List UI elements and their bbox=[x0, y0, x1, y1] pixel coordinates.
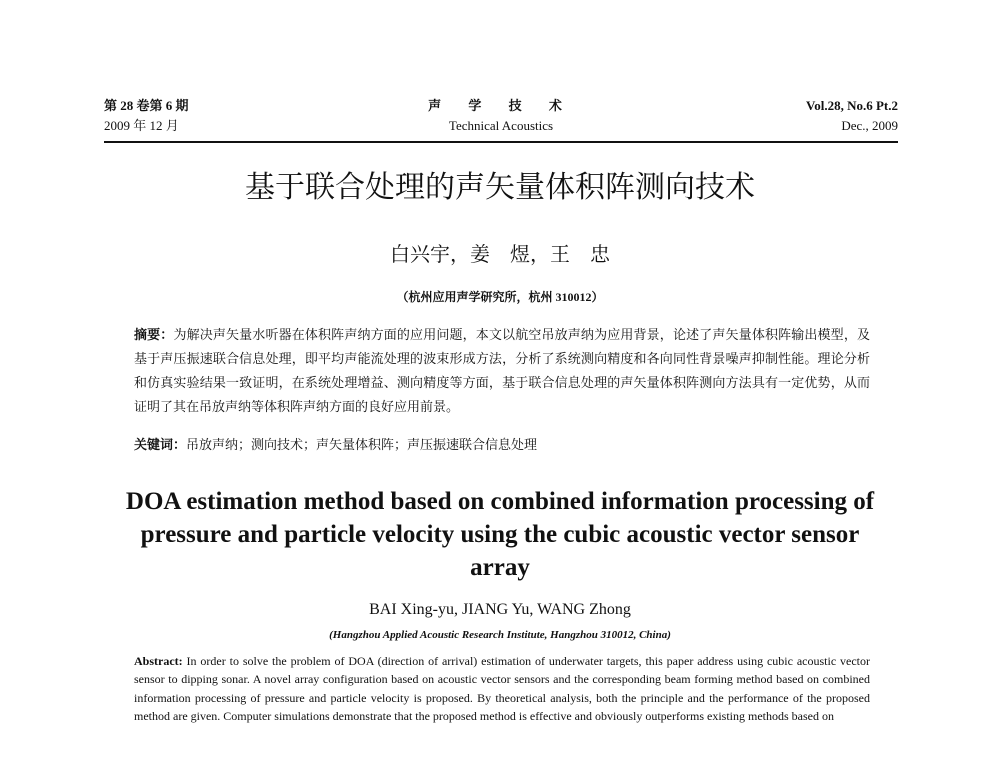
authors-en: BAI Xing-yu, JIANG Yu, WANG Zhong bbox=[369, 601, 631, 618]
paper-title-cn: 基于联合处理的声矢量体积阵测向技术 bbox=[245, 170, 755, 205]
abstract-cn-label: 摘要： bbox=[134, 327, 174, 342]
header-journal-cn: 声 学 技 术 bbox=[428, 98, 574, 113]
header-volume-en: Vol.28, No.6 Pt.2 bbox=[806, 98, 898, 113]
affiliation-en: (Hangzhou Applied Acoustic Research Institute, Hangzhou 310012, China) bbox=[329, 629, 671, 641]
header-issue-info-en bbox=[806, 96, 898, 136]
paper-title-en: DOA estimation method based on combined information processing of pressure and particle velocity using the cubic acoustic vector sensor array bbox=[125, 488, 875, 581]
keywords-cn bbox=[134, 435, 870, 455]
header-journal-name bbox=[104, 96, 898, 136]
abstract-en-label: Abstract: bbox=[134, 654, 183, 668]
header-volume-cn: 第 28 卷第 6 期 bbox=[104, 98, 189, 113]
abstract-cn bbox=[134, 323, 870, 419]
keywords-cn-label: 关键词： bbox=[134, 437, 187, 452]
header-date-en: Dec., 2009 bbox=[841, 118, 898, 133]
header-date-cn: 2009 年 12 月 bbox=[104, 118, 179, 133]
abstract-cn-text: 为解决声矢量水听器在体积阵声纳方面的应用问题，本文以航空吊放声纳为应用背景，论述了声矢量体积阵输出模型，及基于声压振速联合信息处理，即平均声能流处理的波束形成方法，分析了系统测向精度和各向同性背景噪声抑制性能。理论分析和仿真实验结果一致证明，在系统处理增益、测向精度等方面，基于联合信息处理的声矢量体积阵测向方法具有一定优势，从而证明了其在吊放声纳等体积阵声纳方面的良好应用前景。 bbox=[134, 327, 870, 414]
keywords-cn-text: 吊放声纳；测向技术；声矢量体积阵；声压振速联合信息处理 bbox=[186, 437, 538, 452]
abstract-en bbox=[134, 652, 870, 726]
authors-cn: 白兴宇，姜 煜，王 忠 bbox=[390, 242, 610, 266]
abstract-en-text: In order to solve the problem of DOA (direction of arrival) estimation of underwater targets, this paper address using cubic acoustic vector sensor to dipping sonar. A novel array configuration based on acoustic vector sensors and the corresponding beam forming method based on combined information processing of pressure and particle velocity is proposed. By theoretical analysis, both the principle and the performance of the proposed method are given. Computer simulations demonstrate that the proposed method is effective and obviously outperforms existing methods based on bbox=[134, 654, 871, 724]
header-rule bbox=[104, 141, 898, 143]
header-journal-en: Technical Acoustics bbox=[448, 118, 554, 133]
journal-header bbox=[104, 96, 898, 140]
affiliation-cn: （杭州应用声学研究所，杭州 310012） bbox=[396, 290, 604, 304]
